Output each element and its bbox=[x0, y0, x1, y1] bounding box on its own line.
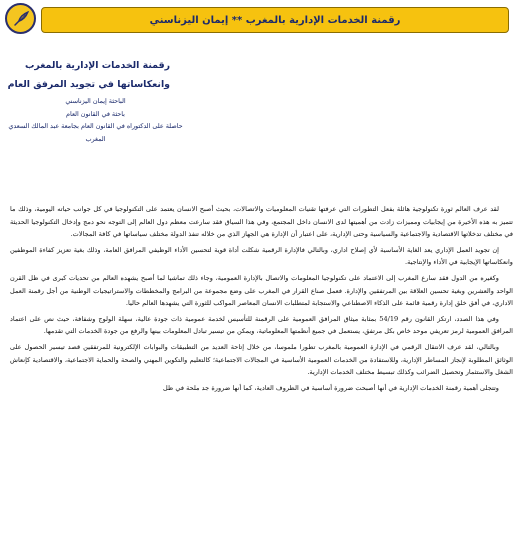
article-body bbox=[10, 203, 513, 397]
article-header-bar bbox=[41, 7, 509, 33]
author-info bbox=[8, 95, 183, 145]
author-role: باحثة في القانون العام bbox=[66, 109, 125, 118]
body-paragraph: إن تجويد العمل الإداري يعد الغاية الأساسية لأي إصلاح اداري، وبالتالي فالإدارة الرقمية شكلت أداة قوية لتحسين الأداء الوظيفي المرافق العامة، وذلك بغية تعزيز كفاءة الموظفين وانعكاساتها الإيجابية في الأداء والإنتاجية. bbox=[10, 245, 513, 267]
author-degree: حاصلة على الدكتوراه في القانون العام بجامعة عبد المالك السعدي bbox=[8, 122, 183, 130]
article-title-line: رقمنة الخدمات الإدارية بالمغرب bbox=[25, 60, 170, 71]
body-paragraph: وكغيره من الدول فقد سارع المغرب إلى الاعتماد على تكنولوجيا المعلومات والاتصال بالإدارة العمومية، وجاء ذلك تماشيا لما أصبح يشهده العالم من تحديات كبرى في ظل القرن الواحد والعشرين وبغية تحسين العلاقة بين المرتفقين والإدارة. فعمل صناع القرار في المغرب على وضع مجموعة من البرامج والمخططات والاستراتيجيات الوطنية من أجل رقمنة العمل الاداري، في أفق خلق إدارة رقمية قائمة على الذكاء الاصطناعي والاستجابة لمتطلبات الانسان المعاصر المواكب للثورة التي يشهدها العالم حاليا. bbox=[10, 273, 513, 308]
quill-pen-icon bbox=[5, 3, 36, 34]
body-paragraph: لقد عرف العالم ثورة تكنولوجية هائلة بفعل التطورات التي عرفتها تقنيات المعلوميات والاتصالات، بحيث أصبح الانسان يعتمد على التكنولوجيا في كل جوانب حياته اليومية، وذلك ما تتميز به هذه الأخيرة من إيجابيات ومميزات زادت من أهميتها لدى الانسان داخل المجتمع، وفي هذا السياق فقد سارعت معظم دول العالم إلى التوجه نحو دمج وإدخال التكنولوجيا الحديثة في مختلف تدخلاتها الاقتصادية والاجتماعية والسياسية وحتى الإدارية، على اعتبار أن الإدارة هي الجهاز الذي من خلاله تنفذ الدولة مختلف سياساتها في كافة المجالات. bbox=[10, 205, 513, 239]
header-title: رقمنة الخدمات الإدارية بالمغرب ** إيمان اليزناسني bbox=[149, 14, 401, 26]
body-paragraph: وبالتالي، لقد عرف الانتقال الرقمي في الإدارة العمومية بالمغرب تطورا ملموسا، من خلال إتاحة العديد من التطبيقات والبوابات الإلكترونية للمرتفقين قصد تيسير الحصول على الوثائق المطلوبة لإنجاز المساطر الإدارية، وللاستفادة من الخدمات العمومية الأساسية في المجالات الاجتماعية؛ كالتعليم والتكوين المهني والصحة والحماية الاجتماعية، والاقتصادية كإنعاش الشغل والاستثمار وتحصيل الضرائب وكذلك تبسيط مختلف الخدمات الإدارية. bbox=[10, 342, 513, 377]
article-title-line: وانعكاساتها في تجويد المرفق العام bbox=[7, 79, 170, 90]
article-title bbox=[7, 56, 170, 94]
body-paragraph: وتتجلى أهمية رقمنة الخدمات الإدارية في أنها أصبحت ضرورة أساسية في الظروف العادية، كما أنها ضرورة جد ملحة في ظل bbox=[163, 383, 499, 392]
author-country: المغرب bbox=[85, 134, 106, 143]
body-paragraph: وفي هذا الصدد، ارتكز القانون رقم 54/19 بمثابة ميثاق المرافق العمومية على الرقمنة للتأسيس لخدمة عمومية ذات جودة عالية، سهلة الولوج وشفافة، حيث نص على اعتماد المرافق العمومية لرمز تعريفي موحد خاص بكل مرتفق، يستعمل في جميع أنظمتها المعلوماتية، ويمكن من تيسير تبادل المعلومات بينها والرفع من جودة الخدمات التي تقدمها. bbox=[10, 314, 513, 336]
author-name: الباحثة إيمان اليزناسني bbox=[65, 97, 126, 105]
